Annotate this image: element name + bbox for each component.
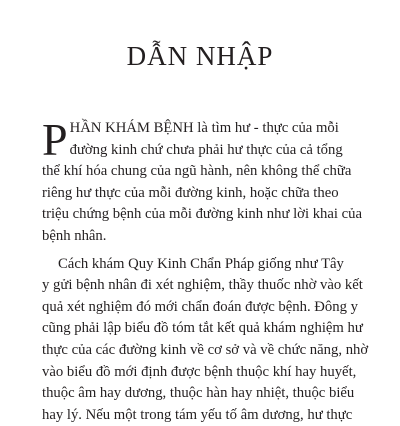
body-text [42,114,377,426]
paragraph-1 [42,114,377,248]
text-line: Cách khám Quy Kinh Chẩn Pháp giống như Tây [58,255,344,272]
drop-cap: P [42,114,68,165]
text-line: thể khí hóa chung của ngũ hành, nên không thể chữa [42,163,352,180]
text-line: quả xét nghiệm đó mới chẩn đoán được bệnh. Đông y [42,298,358,315]
text-line: riêng hư thực của mỗi đường kinh, hoặc chữa theo [42,184,339,201]
text-line: triệu chứng bệnh của mỗi đường kinh như lời khai của [42,206,363,223]
text-line: thực của các đường kinh về cơ sở và về chức năng, nhờ [42,341,369,358]
text-line: cũng phải lập biểu đồ tóm tắt kết quả khám nghiệm hư [42,320,363,337]
text-line: bệnh nhân. [42,227,107,244]
text-line: thuộc âm hay dương, thuộc hàn hay nhiệt, thuộc biểu [42,385,355,402]
text-line: đường kinh chứ chưa phải hư thực của cả tổng [69,141,343,158]
paragraph-2 [42,254,377,426]
text-line: hay lý. Nếu một trong tám yếu tố âm dương, hư thực [42,406,353,423]
text-line: y gửi bệnh nhân đi xét nghiệm, thầy thuốc nhờ vào kết [42,277,363,294]
text-line: HẦN KHÁM BỆNH là tìm hư - thực của mỗi [69,120,339,136]
text-line: vào biểu đồ mới định được bệnh thuộc khí hay huyết, [42,363,357,380]
page-title: DẪN NHẬP [126,41,274,71]
